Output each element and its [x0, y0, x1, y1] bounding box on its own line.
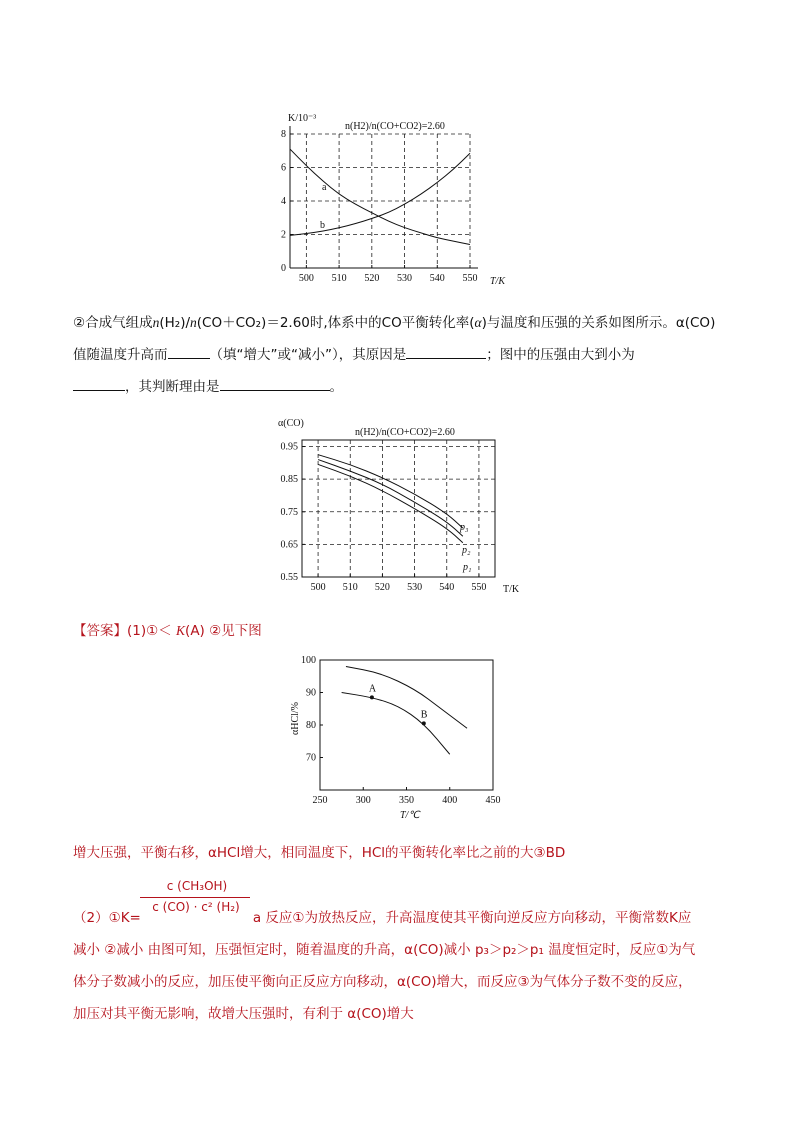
y-tick-label: 70 — [306, 752, 316, 764]
x-tick-label: 540 — [439, 582, 455, 593]
x-tick-label: 300 — [355, 795, 371, 806]
series-line-p1 — [318, 464, 463, 542]
series-label: a — [322, 182, 327, 193]
series-line-p3 — [318, 455, 463, 528]
x-tick-label: 450 — [485, 795, 501, 806]
x-tick-label: 520 — [374, 582, 390, 593]
data-point-A — [370, 695, 374, 699]
y-tick-label: 0 — [281, 263, 286, 274]
y-tick-label: 90 — [306, 687, 316, 699]
point-label-A: A — [368, 683, 377, 695]
x-tick-label: 510 — [331, 273, 347, 284]
series-label: p₃ — [460, 522, 469, 533]
x-tick-label: 530 — [397, 273, 413, 284]
x-tick-label: 540 — [429, 273, 445, 284]
y-tick-label: 80 — [306, 720, 316, 731]
k-chart-svg — [270, 112, 510, 292]
answer-2: （2）①K= a 反应①为放热反应，升高温度使其平衡向逆反应方向移动，平衡常数K应 减小 ②减小 由图可知，压强恒定时，随着温度的升高，α(CO)减小 p₃＞p₂＞p₁ 温度恒定时，反应①为气 体分子数减小的反应，加压使平衡向正反应方向移动，α(CO)增大，而反应③为气体分子数不变的反应， 加压对其平衡无影响，故增大压强时，有利于 α(CO)增大 — [73, 910, 696, 1022]
x-tick-label: 400 — [442, 795, 458, 806]
x-axis-label: T/℃ — [400, 810, 420, 821]
y-tick-label: 0.65 — [280, 539, 298, 551]
y-tick-label: 100 — [301, 655, 316, 666]
y-tick-label: 2 — [281, 229, 286, 241]
y-tick-label: 0.55 — [280, 572, 298, 583]
x-tick-label: 500 — [298, 273, 314, 284]
y-tick-label: 0.85 — [280, 474, 298, 486]
y-tick-label: 4 — [281, 196, 286, 207]
plot-frame — [320, 660, 493, 790]
question-2-text: ②合成气组成n(H₂)/n(CO＋CO₂)＝2.60时,体系中的CO平衡转化率(α)与温度和压强的关系如图所示。α(CO) 值随温度升高而 （填“增大”或“减小”），其原因是 ；图中的压强由大到小为 ，其判断理由是 。 — [73, 315, 716, 395]
series-line-b — [290, 153, 470, 235]
x-axis-label: T/K — [490, 276, 506, 287]
alpha-co-chart-svg — [260, 415, 530, 600]
alpha-co-chart — [260, 415, 530, 600]
frac-bar — [140, 897, 250, 898]
series-label: p₂ — [462, 545, 471, 556]
series-label: b — [320, 220, 325, 231]
x-tick-label: 510 — [342, 582, 358, 593]
data-point-B — [422, 721, 426, 725]
y-axis-label: K/10⁻³ — [288, 113, 317, 124]
hcl-chart-svg — [278, 650, 508, 830]
k-chart — [270, 112, 510, 292]
chart-title: n(H2)/n(CO+CO2)=2.60 — [345, 121, 445, 132]
y-axis-label: α(CO) — [278, 418, 304, 429]
series-line-lower — [342, 693, 450, 755]
answer-label: 【答案】 — [73, 623, 127, 639]
series-label: p₁ — [463, 562, 472, 573]
frac-numerator: c (CH₃OH) — [166, 879, 228, 893]
plot-frame — [302, 440, 495, 577]
answer-1: 【答案】(1)①＜ K(A) ②见下图 — [73, 623, 262, 639]
x-tick-label: 350 — [399, 795, 414, 806]
x-tick-label: 550 — [462, 273, 478, 284]
answer-1-explain: 增大压强，平衡右移，αHCl增大，相同温度下，HCl的平衡转化率比之前的大③BD — [73, 845, 566, 861]
x-tick-label: 500 — [310, 582, 326, 593]
x-tick-label: 550 — [471, 582, 487, 593]
chart-title: n(H2)/n(CO+CO2)=2.60 — [355, 427, 455, 438]
x-tick-label: 250 — [312, 795, 328, 806]
series-line-a — [290, 149, 470, 244]
frac-denominator: c (CO) · c² (H₂) — [152, 900, 240, 914]
y-tick-label: 8 — [281, 129, 286, 140]
x-axis-label: T/K — [503, 584, 520, 595]
x-tick-label: 530 — [407, 582, 423, 593]
blank-1[interactable] — [168, 344, 210, 359]
y-tick-label: 0.95 — [280, 441, 298, 453]
series-line-upper — [346, 667, 467, 729]
blank-2[interactable] — [406, 344, 486, 359]
x-tick-label: 520 — [364, 273, 380, 284]
y-tick-label: 0.75 — [280, 506, 298, 518]
hcl-chart — [278, 650, 508, 830]
blank-4[interactable] — [220, 376, 330, 391]
point-label-B: B — [420, 709, 428, 721]
blank-3[interactable] — [73, 376, 125, 391]
y-axis-label: αHCl/% — [290, 701, 301, 735]
y-tick-label: 6 — [281, 162, 286, 174]
